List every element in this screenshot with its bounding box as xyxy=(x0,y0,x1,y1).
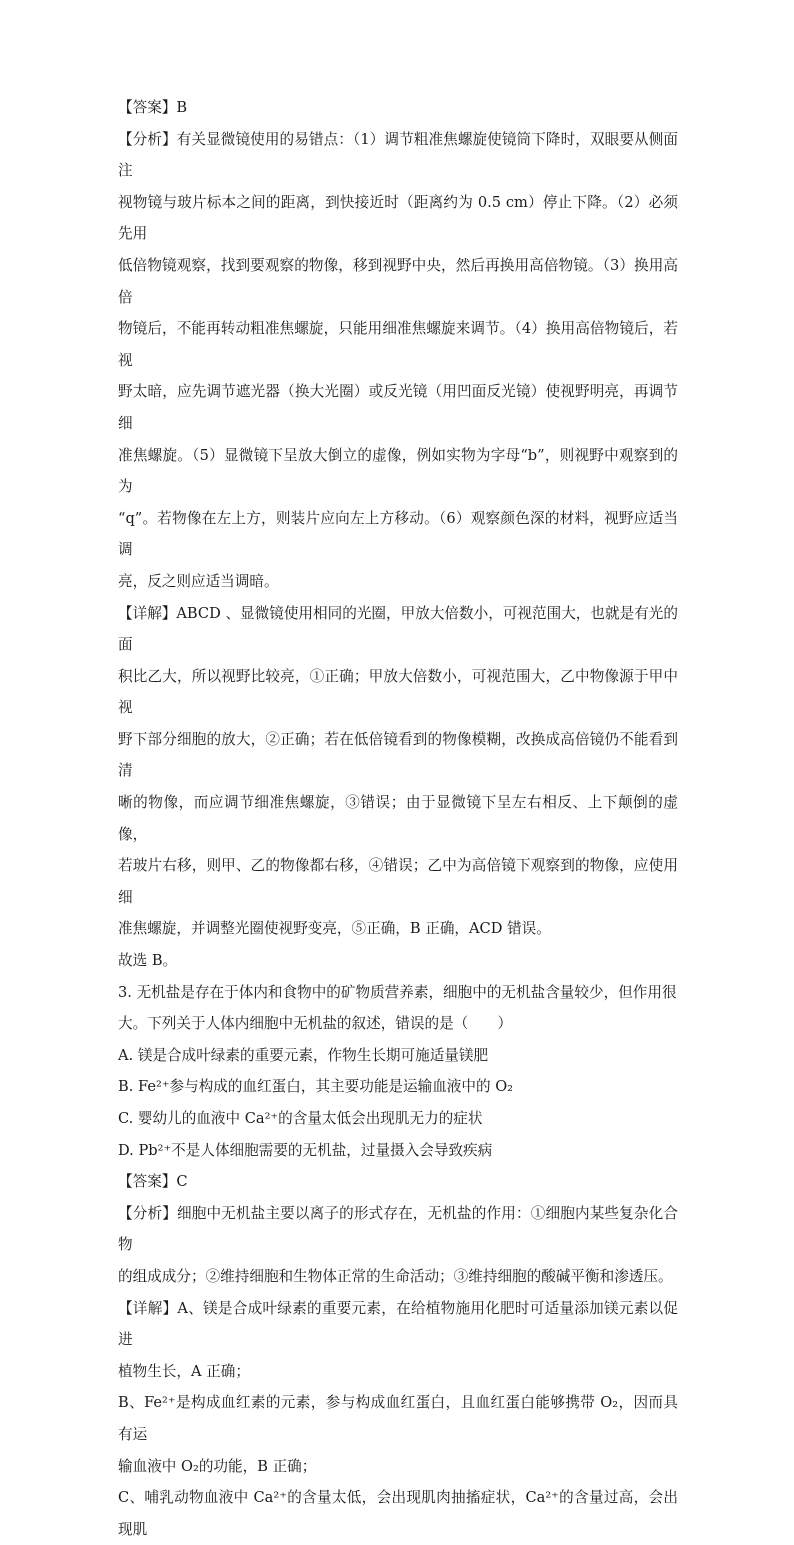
analysis-line: 野太暗，应先调节遮光器（换大光圈）或反光镜（用凹面反光镜）使视野明亮，再调节细 xyxy=(118,383,678,432)
detail-line: 积比乙大，所以视野比较亮，①正确；甲放大倍数小，可视范围大，乙中物像源于甲中视 xyxy=(118,667,678,717)
analysis-line: “q”。若物像在左上方，则装片应向左上方移动。（6）观察颜色深的材料，视野应适当调 xyxy=(118,509,678,559)
analysis-line: 【分析】有关显微镜使用的易错点：（1）调节粗准焦螺旋使镜筒下降时，双眼要从侧面注 xyxy=(118,130,678,180)
detail-line: 若玻片右移，则甲、乙的物像都右移，④错误；乙中为高倍镜下观察到的物像，应使用细 xyxy=(118,857,678,906)
option-d: D. Pb²⁺不是人体细胞需要的无机盐，过量摄入会导致疾病 xyxy=(118,1141,493,1159)
conclusion-line: 故选 B。 xyxy=(118,952,178,970)
analysis-line: 【分析】细胞中无机盐主要以离子的形式存在，无机盐的作用：①细胞内某些复杂化合物 xyxy=(118,1204,678,1254)
document-page xyxy=(118,92,678,1545)
question-stem: 3. 无机盐是存在于体内和食物中的矿物质营养素，细胞中的无机盐含量较少，但作用很 xyxy=(118,983,677,1001)
detail-line: 野下部分细胞的放大，②正确；若在低倍镜看到的物像模糊，改换成高倍镜仍不能看到清 xyxy=(118,730,678,780)
analysis-line: 亮，反之则应适当调暗。 xyxy=(118,572,279,590)
question-stem: 大。下列关于人体内细胞中无机盐的叙述，错误的是（ ） xyxy=(118,1015,513,1033)
detail-line: 输血液中 O₂的功能，B 正确； xyxy=(118,1457,317,1475)
detail-line: 植物生长，A 正确； xyxy=(118,1362,250,1380)
answer-label-1: 【答案】B xyxy=(118,99,188,116)
answer-label-2: 【答案】C xyxy=(118,1173,188,1191)
option-b: B. Fe²⁺参与构成的血红蛋白，其主要功能是运输血液中的 O₂ xyxy=(118,1078,514,1096)
option-c: C. 婴幼儿的血液中 Ca²⁺的含量太低会出现肌无力的症状 xyxy=(118,1110,483,1127)
detail-line: 【详解】ABCD 、显微镜使用相同的光圈，甲放大倍数小，可视范围大，也就是有光的面 xyxy=(118,604,678,654)
detail-line: 【详解】A、镁是合成叶绿素的重要元素，在给植物施用化肥时可适量添加镁元素以促进 xyxy=(118,1299,678,1349)
analysis-line: 准焦螺旋。（5）显微镜下呈放大倒立的虚像，例如实物为字母“b”，则视野中观察到的为 xyxy=(118,446,678,496)
analysis-line: 的组成成分；②维持细胞和生物体正常的生命活动；③维持细胞的酸碱平衡和渗透压。 xyxy=(118,1267,673,1285)
detail-line: 准焦螺旋，并调整光圈使视野变亮，⑤正确，B 正确，ACD 错误。 xyxy=(118,920,551,938)
analysis-line: 低倍物镜观察，找到要观察的物像，移到视野中央，然后再换用高倍物镜。（3）换用高倍 xyxy=(118,256,678,306)
analysis-line: 视物镜与玻片标本之间的距离，到快接近时（距离约为 0.5 cm）停止下降。（2）必须先用 xyxy=(118,193,678,243)
analysis-line: 物镜后，不能再转动粗准焦螺旋，只能用细准焦螺旋来调节。（4）换用高倍物镜后，若视 xyxy=(118,320,678,369)
option-a: A. 镁是合成叶绿素的重要元素，作物生长期可施适量镁肥 xyxy=(118,1046,489,1064)
detail-line: 晰的物像，而应调节细准焦螺旋，③错误；由于显微镜下呈左右相反、上下颠倒的虚像， xyxy=(118,794,678,843)
detail-line: B、Fe²⁺是构成血红素的元素，参与构成血红蛋白，且血红蛋白能够携带 O₂，因而具有运 xyxy=(118,1394,678,1443)
detail-line: C、哺乳动物血液中 Ca²⁺的含量太低，会出现肌肉抽搐症状，Ca²⁺的含量过高，会出现肌 xyxy=(118,1489,678,1538)
